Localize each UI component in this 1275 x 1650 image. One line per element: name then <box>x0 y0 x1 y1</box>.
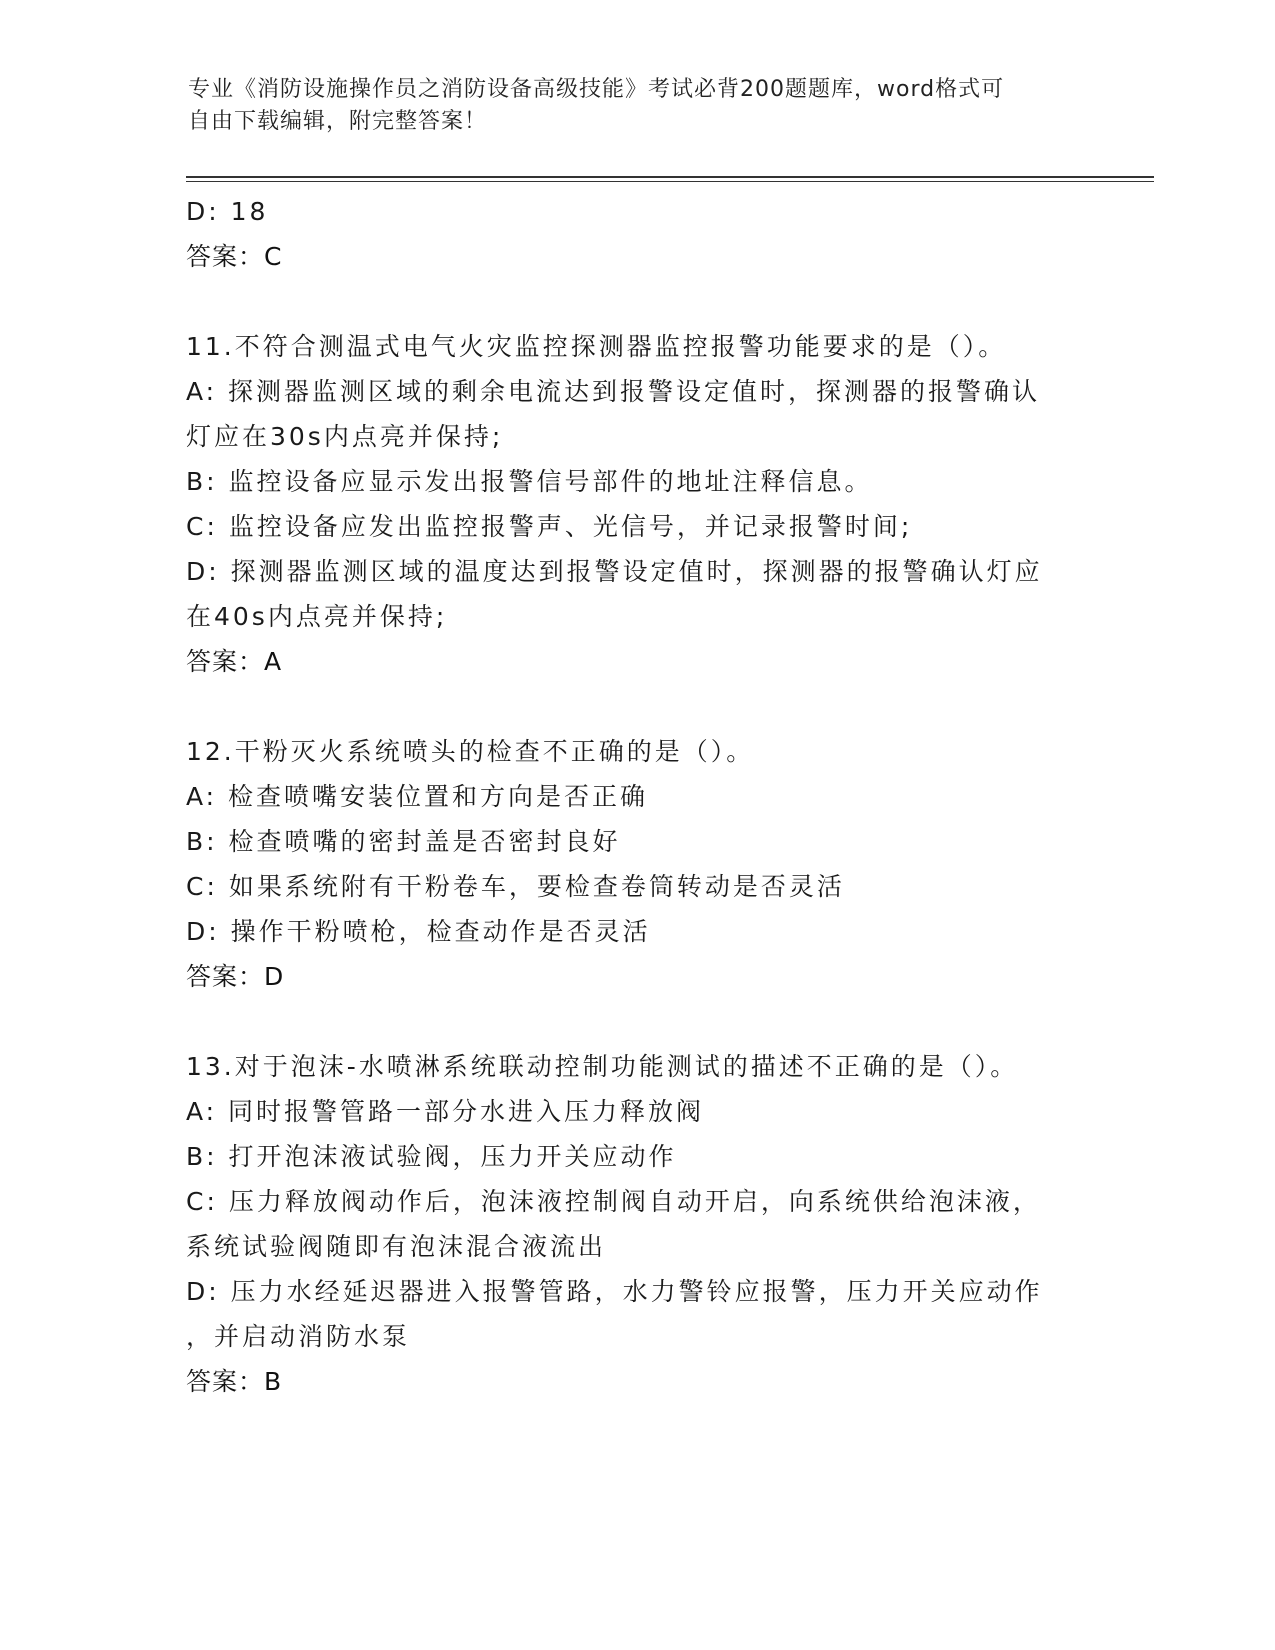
option-a: A: 同时报警管路一部分水进入压力释放阀 <box>186 1097 705 1126</box>
question-11 <box>186 324 1086 684</box>
option-c: C: 压力释放阀动作后，泡沫液控制阀自动开启，向系统供给泡沫液， <box>186 1187 1041 1216</box>
option-d-cont: 在40s内点亮并保持; <box>186 602 448 631</box>
page-header <box>188 74 1088 138</box>
option-b: B: 监控设备应显示发出报警信号部件的地址注释信息。 <box>186 467 873 496</box>
option-c: C: 如果系统附有干粉卷车，要检查卷筒转动是否灵活 <box>186 872 845 901</box>
document-body <box>186 189 1086 1404</box>
option-a-cont: 灯应在30s内点亮并保持; <box>186 422 504 451</box>
option-d: D: 压力水经延迟器进入报警管路，水力警铃应报警，压力开关应动作 <box>186 1277 1043 1306</box>
answer: 答案：A <box>186 647 283 676</box>
answer: 答案：B <box>186 1367 283 1396</box>
question-13 <box>186 1044 1086 1404</box>
header-line-1: 专业《消防设施操作员之消防设备高级技能》考试必背200题题库，word格式可 <box>188 77 1005 102</box>
question-stem: 11.不符合测温式电气火灾监控探测器监控报警功能要求的是（）。 <box>186 332 1007 361</box>
option-d: D: 操作干粉喷枪，检查动作是否灵活 <box>186 917 651 946</box>
option-d-cont: ，并启动消防水泵 <box>186 1322 411 1351</box>
spacer <box>186 279 1086 324</box>
header-divider <box>186 176 1154 178</box>
prev-answer: 答案：C <box>186 242 283 271</box>
header-line-2: 自由下载编辑，附完整答案！ <box>188 109 488 134</box>
option-c: C: 监控设备应发出监控报警声、光信号，并记录报警时间; <box>186 512 913 541</box>
option-b: B: 检查喷嘴的密封盖是否密封良好 <box>186 827 621 856</box>
question-12 <box>186 729 1086 999</box>
spacer <box>186 684 1086 729</box>
header-divider-thin <box>186 181 1154 182</box>
spacer <box>186 999 1086 1044</box>
prev-option-d: D: 18 <box>186 197 269 226</box>
option-d: D: 探测器监测区域的温度达到报警设定值时，探测器的报警确认灯应 <box>186 557 1043 586</box>
question-stem: 12.干粉灭火系统喷头的检查不正确的是（）。 <box>186 737 755 766</box>
option-c-cont: 系统试验阀随即有泡沫混合液流出 <box>186 1232 607 1261</box>
option-a: A: 探测器监测区域的剩余电流达到报警设定值时，探测器的报警确认 <box>186 377 1041 406</box>
answer: 答案：D <box>186 962 285 991</box>
option-b: B: 打开泡沫液试验阀，压力开关应动作 <box>186 1142 677 1171</box>
question-stem: 13.对于泡沫-水喷淋系统联动控制功能测试的描述不正确的是（）。 <box>186 1052 1019 1081</box>
option-a: A: 检查喷嘴安装位置和方向是否正确 <box>186 782 649 811</box>
